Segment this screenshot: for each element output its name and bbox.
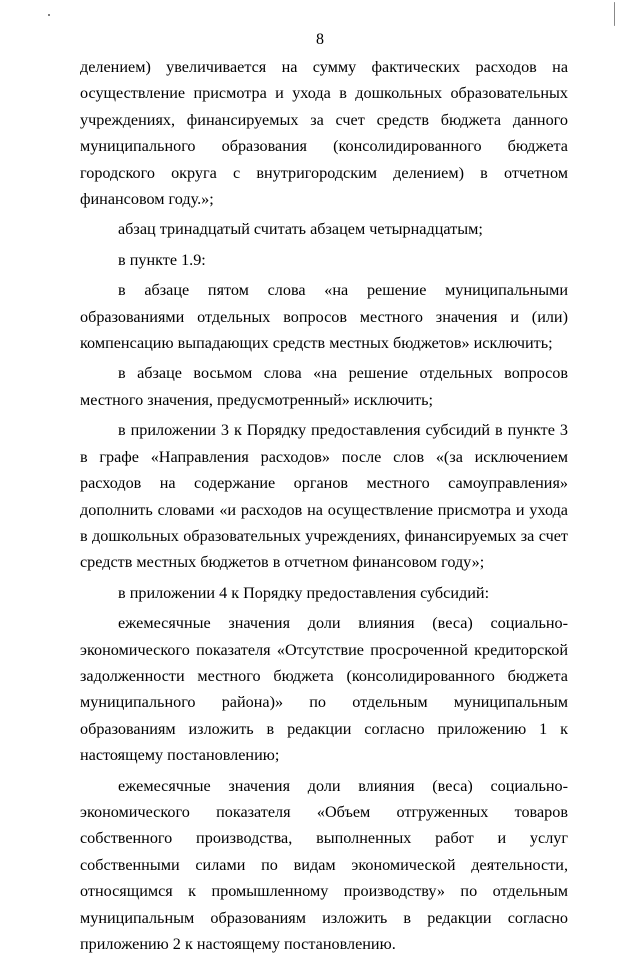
document-body — [80, 54, 568, 957]
page-number: 8 — [316, 31, 324, 48]
paragraph: ежемесячные значения доли влияния (веса) социально-экономического показателя «Отсутствие просроченной кредиторской задолженности местного бюджета (консолидированного бюджета муниципального района)» по отдельным муниципальным образованиям изложить в редакции согласно приложению 1 к настоящему постановлению; — [80, 614, 568, 765]
paragraph: в приложении 3 к Порядку предоставления субсидий в пункте 3 в графе «Направления расходов» после слов «(за исключением расходов на содержание органов местного самоуправления» дополнить словами «и расходов на осуществление присмотра и ухода в дошкольных образовательных учреждениях, финансируемых за счет средств местных бюджетов в отчетном финансовом году»; — [80, 421, 568, 572]
scan-edge-mark — [614, 2, 615, 26]
paragraph: в абзаце восьмом слова «на решение отдельных вопросов местного значения, предусмотренный» исключить; — [80, 364, 568, 409]
paragraph: в приложении 4 к Порядку предоставления субсидий: — [118, 583, 490, 602]
paragraph: в пункте 1.9: — [118, 250, 206, 269]
scan-speck — [48, 14, 50, 16]
paragraph: ежемесячные значения доли влияния (веса) социально-экономического показателя «Объем отгруженных товаров собственного производства, выполненных работ и услуг собственными силами по видам экономической деятельности, относящимся к промышленному производству» по отдельным муниципальным образованиям изложить в редакции согласно приложению 2 к настоящему постановлению. — [80, 776, 568, 953]
paragraph: в абзаце пятом слова «на решение муниципальными образованиями отдельных вопросов местного значения и (или) компенсацию выпадающих средств местных бюджетов» исключить; — [80, 281, 568, 353]
paragraph: абзац тринадцатый считать абзацем четырнадцатым; — [118, 220, 483, 239]
paragraph-continuation: делением) увеличивается на сумму фактических расходов на осуществление присмотра и ухода в дошкольных образовательных учреждениях, финансируемых за счет средств бюджета данного муниципального образования (консолидированного бюджета городского округа с внутригородским делением) в отчетном финансовом году.»; — [80, 58, 568, 209]
